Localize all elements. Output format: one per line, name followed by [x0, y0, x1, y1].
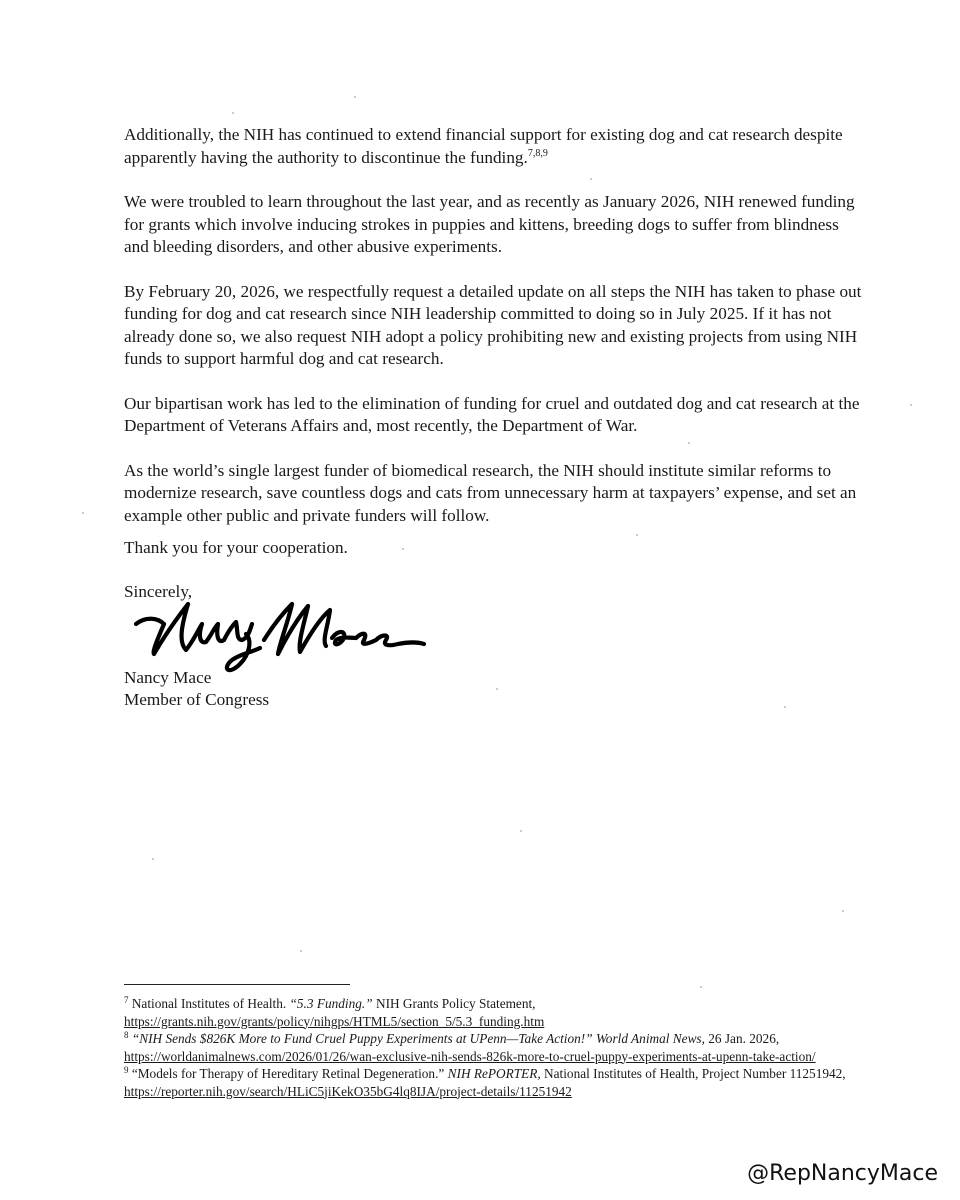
- scan-speck: [300, 950, 302, 952]
- scan-speck: [784, 706, 786, 708]
- footnote: $^8$ “NIH Sends $826K More to Fund Cruel Puppy Experiments at UPenn—Take Action!” World Animal News, 26 Jan. 2026, https://worldanimalnews.com/2026/01/26/wan-exclusive-nih-sends-826k-more-to-cruel-puppy-experiments-at-upenn-take-action/: [124, 1030, 816, 1064]
- body-paragraph: We were troubled to learn throughout the last year, and as recently as January 2026, NIH renewed funding for grants which involve inducing strokes in puppies and kittens, breeding dogs to suffer from blindness and bleeding disorders, and other abusive experiments.: [124, 192, 855, 256]
- handwritten-signature: [128, 594, 428, 678]
- body-paragraph: As the world’s single largest funder of biomedical research, the NIH should institute similar reforms to modernize research, save countless dogs and cats from unnecessary harm at taxpayers’ expense, and set an example other public and private funders will follow.: [124, 460, 857, 525]
- footnote-link[interactable]: https://reporter.nih.gov/search/HLiC5jiKekO35bG4lq8IJA/project-details/11251942: [124, 1083, 572, 1099]
- footnote-divider: [124, 984, 350, 985]
- footnote-number: 9: [124, 1065, 129, 1075]
- footnote-reference: 7,8,9: [527, 147, 548, 159]
- scan-speck: [842, 910, 844, 912]
- footnote-number: 8: [124, 1030, 129, 1040]
- footnotes-section: [124, 995, 864, 1100]
- scan-speck: [152, 858, 154, 860]
- scan-speck: [700, 986, 702, 988]
- scan-speck: [354, 96, 356, 98]
- footnote: $^9$ “Models for Therapy of Hereditary Retinal Degeneration.” NIH RePORTER, National Institutes of Health, Project Number 11251942, https://reporter.nih.gov/search/HLiC5jiKekO35bG4lq8IJA/project-details/11251942: [124, 1065, 846, 1099]
- valediction: Sincerely,: [124, 582, 193, 601]
- signer-title: Member of Congress: [124, 690, 270, 709]
- social-handle: @RepNancyMace: [747, 1161, 938, 1186]
- scan-speck: [232, 112, 234, 114]
- scan-speck: [82, 512, 84, 514]
- footnote: $^7$ National Institutes of Health. “5.3 Funding.” NIH Grants Policy Statement, https://grants.nih.gov/grants/policy/nihgps/HTML5/section_5/5.3_funding.htm: [124, 995, 545, 1029]
- scan-speck: [496, 688, 498, 690]
- scan-speck: [520, 830, 522, 832]
- body-paragraph: Additionally, the NIH has continued to extend financial support for existing dog and cat research despite apparently having the authority to discontinue the funding.$^{7,8,9}$: [124, 125, 843, 167]
- signer-name: Nancy Mace: [124, 668, 212, 687]
- scan-speck: [910, 404, 912, 406]
- footnote-number: 7: [124, 995, 129, 1005]
- body-paragraph: Our bipartisan work has led to the elimination of funding for cruel and outdated dog and cat research at the Department of Veterans Affairs and, most recently, the Department of War.: [124, 393, 860, 435]
- footnote-link[interactable]: https://grants.nih.gov/grants/policy/nihgps/HTML5/section_5/5.3_funding.htm: [124, 1013, 545, 1029]
- footnote-link[interactable]: https://worldanimalnews.com/2026/01/26/wan-exclusive-nih-sends-826k-more-to-cruel-puppy-experiments-at-upenn-take-action/: [124, 1048, 816, 1064]
- closing-line: Thank you for your cooperation.: [124, 538, 348, 557]
- letter-body: [124, 124, 864, 549]
- body-paragraph: By February 20, 2026, we respectfully request a detailed update on all steps the NIH has taken to phase out funding for dog and cat research since NIH leadership committed to doing so in July 2025. If it has not already done so, we also request NIH adopt a policy prohibiting new and existing projects from using NIH funds to support harmful dog and cat research.: [124, 281, 862, 368]
